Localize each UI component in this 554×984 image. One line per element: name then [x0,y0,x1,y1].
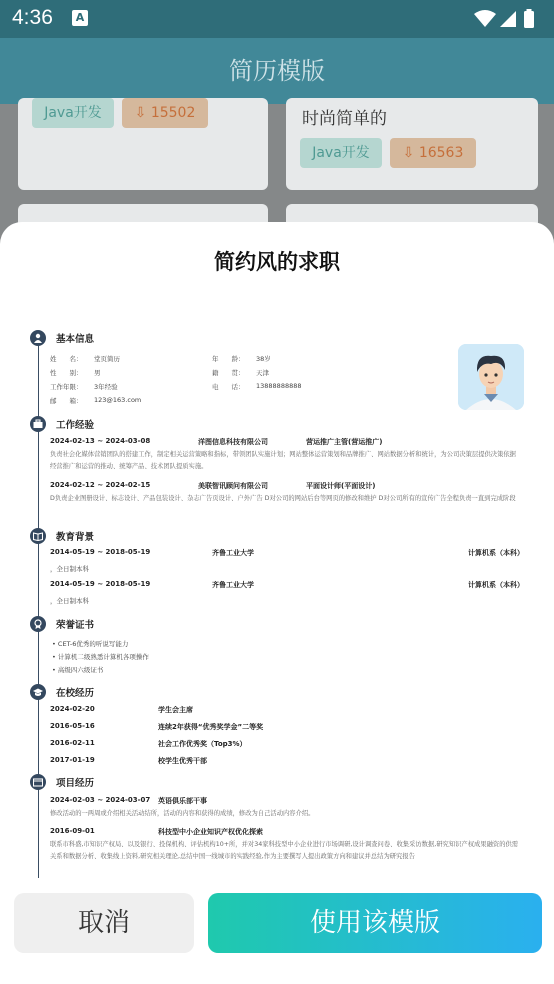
field-label: 性 别： [50,369,83,377]
edu-school: 齐鲁工业大学 [212,549,254,557]
notification-icon: A [72,10,88,26]
field-label: 籍 贯： [212,369,245,377]
cert-item: • CET-6优秀的听说写能力 [52,640,129,648]
campus-text: 社会工作优秀奖（Top3%） [158,740,247,748]
edu-note: ，全日制本科 [50,565,89,573]
project-date: 2024-02-03 ~ 2024-03-07 [50,796,151,804]
briefcase-icon [30,416,46,432]
field-value: 123@163.com [94,396,142,404]
edu-date: 2014-05-19 ~ 2018-05-19 [50,548,151,556]
download-icon: ⇩ [402,145,415,161]
project-name: 科技型中小企业知识产权优化探索 [158,828,263,836]
signal-icon [500,11,516,27]
section-education [26,528,528,546]
battery-icon [524,11,534,28]
wifi-icon [474,10,496,27]
download-icon: ⇩ [134,105,147,121]
project-name: 英语俱乐部干事 [158,797,207,805]
section-projects [26,774,528,792]
use-template-button[interactable]: 使用该模版 [208,893,542,953]
template-card-title: 时尚简单的 [302,109,387,129]
section-title: 荣誉证书 [56,620,95,631]
book-icon [30,528,46,544]
cert-item: • 高级四六级证书 [52,666,104,674]
field-value: 38岁 [256,355,271,363]
section-title: 工作经验 [56,420,95,431]
section-title: 在校经历 [56,688,95,699]
campus-text: 连续2年获得“优秀奖学金”二等奖 [158,723,264,731]
graduation-cap-icon [30,684,46,700]
field-label: 电 话： [212,383,245,391]
field-value: 3年经验 [94,383,118,391]
template-card[interactable] [18,98,268,190]
sheet-title: 简约风的求职 [214,250,340,274]
template-preview-sheet [0,222,554,984]
work-company: 美联智讯顾问有限公司 [198,482,268,490]
field-value: 天津 [256,369,269,377]
status-time: 4:36 [12,6,53,29]
field-value: 男 [94,369,101,377]
project-description: 修改活动的一两周或介绍相关活动结所，活动的内容和获得的成绩，修改为自己活动内容介绍。 [50,810,315,817]
work-role: 平面设计师(平面设计) [306,482,376,490]
work-description: D负责企业图册设计、标志设计、产品包装设计、杂志广告页设计、户外广告 D对公司的网站后台等网页的修改和维护 D对公司所有的宣传广告全程负责一直到完成阶段 [50,495,516,502]
campus-text: 校学生优秀干部 [158,757,207,765]
work-description: 负责社会化媒体营销团队的搭建工作，制定相关运营策略和指标，带领团队实施计划；网站整体运营策划和品牌推广、网站数据分析和统计，为公司决策层提供决策依据 经营推广和运营的推动、统筹产品、技术团队提质实施。 [50,451,516,470]
section-title: 教育背景 [56,532,95,543]
section-certificates [26,616,528,634]
campus-date: 2024-02-20 [50,705,95,713]
tag-java: Java开发 [300,138,382,168]
edu-date: 2014-05-19 ~ 2018-05-19 [50,580,151,588]
edu-school: 齐鲁工业大学 [212,581,254,589]
work-role: 营运推广主管(营运推广) [306,438,383,446]
edu-major: 计算机系（本科） [468,581,524,589]
status-bar [0,0,554,38]
person-icon [30,330,46,346]
campus-date: 2017-01-19 [50,756,95,764]
project-date: 2016-09-01 [50,827,95,835]
cancel-button[interactable]: 取消 [14,893,194,953]
section-title: 项目经历 [56,778,95,789]
campus-text: 学生会主席 [158,706,193,714]
field-label: 邮 箱： [50,397,83,405]
download-count-badge: ⇩ 15502 [122,98,208,128]
field-label: 年 龄： [212,355,245,363]
app-bar-title: 简历模版 [0,38,554,104]
folder-icon [30,774,46,790]
system-icons [472,9,540,33]
field-value: 13888888888 [256,382,302,390]
timeline-line [38,332,39,882]
resume-preview[interactable] [26,322,528,882]
edu-major: 计算机系（本科） [468,549,524,557]
section-basic-info [26,330,528,348]
field-value: 堂页简历 [94,355,120,363]
field-label: 工作年限： [50,383,83,391]
field-label: 姓 名： [50,355,83,363]
campus-date: 2016-05-16 [50,722,95,730]
sheet-footer [0,878,554,984]
avatar [458,344,524,410]
edu-note: ，全日制本科 [50,597,89,605]
section-work-experience [26,416,528,434]
work-date: 2024-02-13 ~ 2024-03-08 [50,437,151,445]
download-count-badge: ⇩ 16563 [390,138,476,168]
project-description: 联系市科盛,市知识产权局、以及银行、投保机构、评估机构10+所，并对34家科技型中小企业进行市场调研,设计调查问卷、收集采访数据,研究知识产权成果融资的供需关系和数据分析、收集线上资料,研究相关理论,总结中国一线城市的实践经验,作为主要撰写人提出政策方向和建议并总结为研究报告 [50,841,519,860]
work-company: 洋图信息科技有限公司 [198,438,268,446]
tag-java: Java开发 [32,98,114,128]
template-card[interactable] [286,98,538,190]
section-campus [26,684,528,702]
campus-date: 2016-02-11 [50,739,95,747]
cert-item: • 计算机二级熟悉计算机各项操作 [52,653,149,661]
award-icon [30,616,46,632]
section-title: 基本信息 [56,334,95,345]
work-date: 2024-02-12 ~ 2024-02-15 [50,481,151,489]
